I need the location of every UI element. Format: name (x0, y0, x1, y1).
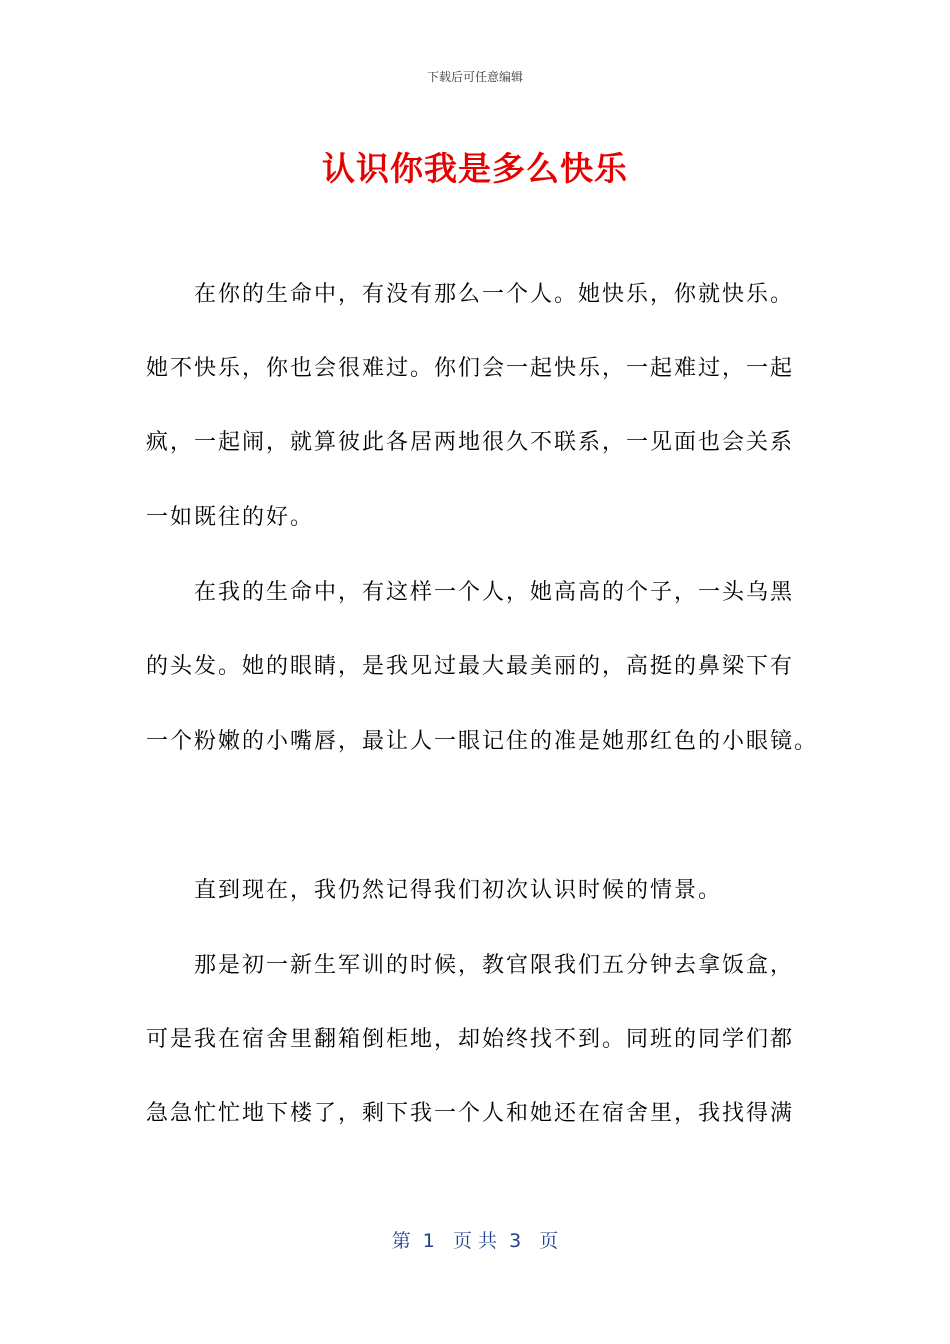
paragraph-line: 急急忙忙地下楼了，剩下我一个人和她还在宿舍里，我找得满 (146, 1101, 795, 1126)
paragraph-line: 疯，一起闹，就算彼此各居两地很久不联系，一见面也会关系 (146, 430, 795, 455)
paragraph-line: 直到现在，我仍然记得我们初次认识时候的情景。 (194, 878, 723, 903)
paragraph-line: 那是初一新生军训的时候，教官限我们五分钟去拿饭盒， (194, 953, 795, 978)
paragraph-line: 在你的生命中，有没有那么一个人。她快乐，你就快乐。 (194, 282, 795, 307)
paragraph-line: 一如既往的好。 (146, 505, 315, 530)
page-number-footer: 第 1 页 共 3 页 (391, 1230, 559, 1252)
paragraph-line: 可是我在宿舍里翻箱倒柜地，却始终找不到。同班的同学们都 (146, 1027, 795, 1052)
paragraph-line: 一个粉嫩的小嘴唇，最让人一眼记住的准是她那红色的小眼镜。 (146, 729, 819, 754)
document-title: 认识你我是多么快乐 (322, 149, 628, 188)
header-note: 下载后可任意编辑 (426, 70, 523, 84)
paragraph-line: 的头发。她的眼睛，是我见过最大最美丽的，高挺的鼻梁下有 (146, 654, 795, 679)
paragraph-line: 她不快乐，你也会很难过。你们会一起快乐，一起难过，一起 (146, 356, 795, 381)
paragraph-line: 在我的生命中，有这样一个人，她高高的个子，一头乌黑 (194, 580, 795, 605)
